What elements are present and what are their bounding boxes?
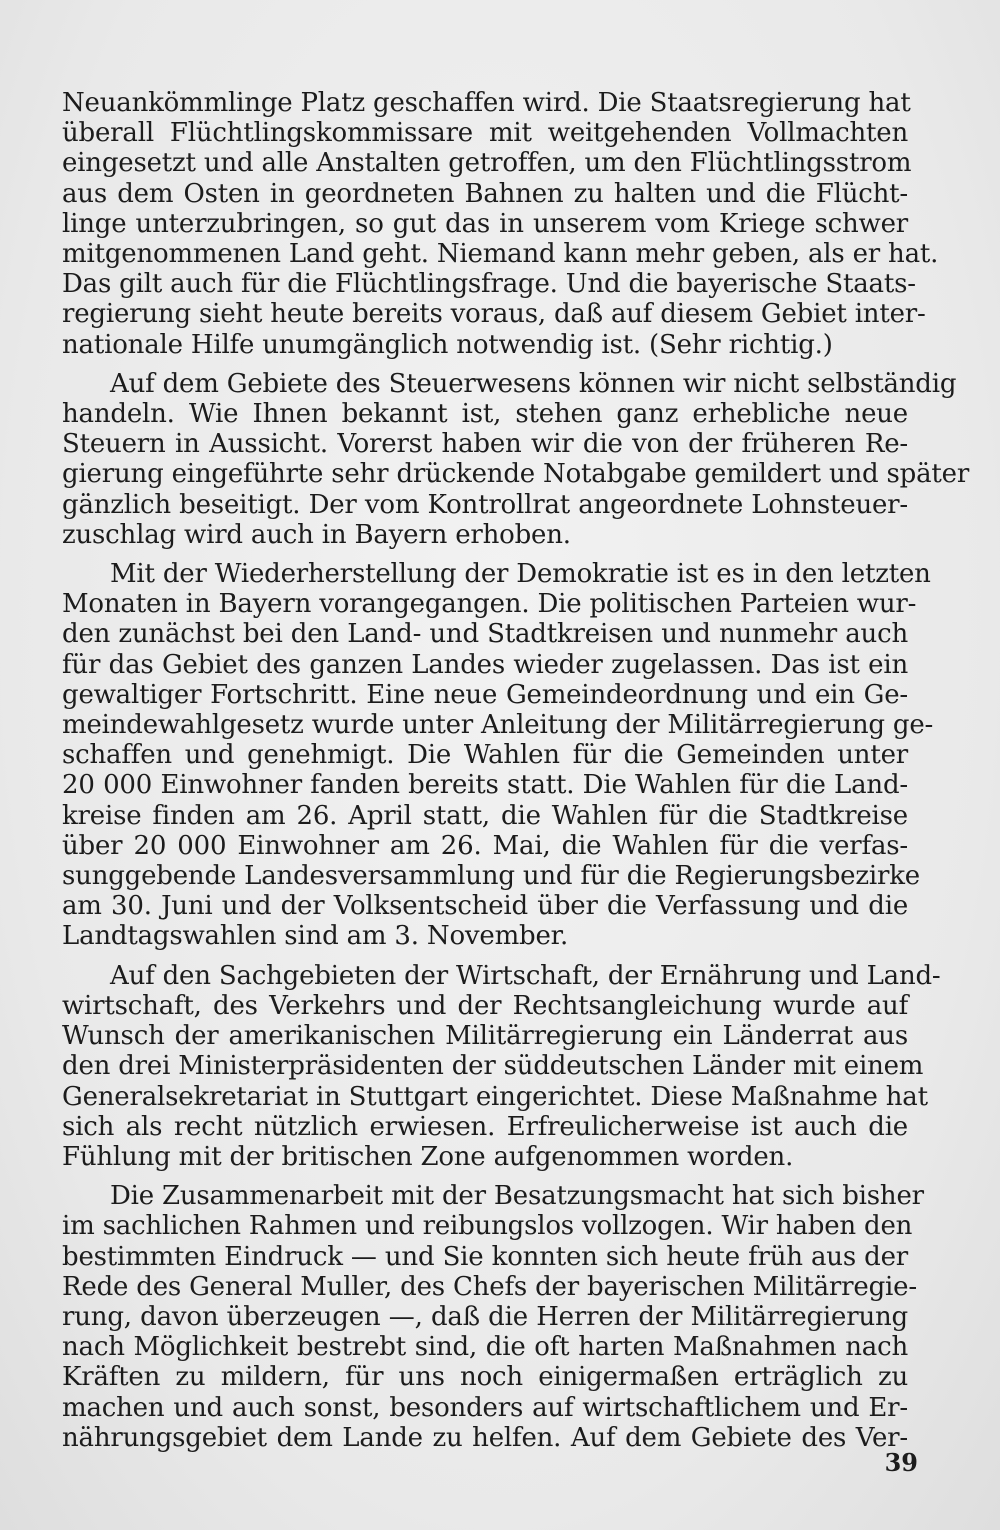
text-line: Mit der Wiederherstellung der Demokratie ist es in den letzten (110, 559, 931, 590)
text-line: gewaltiger Fortschritt. Eine neue Gemeindeordnung und ein Ge- (62, 679, 908, 710)
text-line: mitgenommenen Land geht. Niemand kann mehr geben, als er hat. (62, 239, 939, 270)
text-line: aus dem Osten in geordneten Bahnen zu halten und die Flücht- (62, 178, 908, 209)
text-line: gänzlich beseitigt. Der vom Kontrollrat angeordnete Lohnsteuer- (62, 489, 908, 520)
text-line: überall Flüchtlingskommissare mit weitgehenden Vollmachten (62, 118, 908, 149)
paragraph-4 (62, 960, 941, 1172)
text-line: Monaten in Bayern vorangegangen. Die politischen Parteien wur- (62, 589, 917, 620)
text-line: kreise finden am 26. April statt, die Wahlen für die Stadtkreise (62, 800, 908, 831)
paragraph-3 (62, 559, 934, 952)
text-line: Die Zusammenarbeit mit der Besatzungsmacht hat sich bisher (110, 1181, 924, 1212)
text-line: gierung eingeführte sehr drückende Notabgabe gemildert und später (62, 459, 970, 490)
page-number: 39 (884, 1448, 918, 1477)
text-line: im sachlichen Rahmen und reibungslos vollzogen. Wir haben den (62, 1211, 913, 1242)
text-line: Rede des General Muller, des Chefs der bayerischen Militärregie- (62, 1271, 917, 1302)
text-line: eingesetzt und alle Anstalten getroffen, um den Flüchtlingsstrom (62, 148, 912, 179)
text-line: für das Gebiet des ganzen Landes wieder zugelassen. Das ist ein (62, 649, 908, 680)
text-line: rung, davon überzeugen —, daß die Herren der Militärregierung (62, 1301, 908, 1332)
text-line: Kräften zu mildern, für uns noch einigermaßen erträglich zu (62, 1362, 908, 1393)
text-line: am 30. Juni und der Volksentscheid über die Verfassung und die (62, 891, 908, 922)
text-line: Auf den Sachgebieten der Wirtschaft, der Ernährung und Land- (110, 960, 941, 991)
paragraph-5 (62, 1181, 924, 1453)
text-line: den zunächst bei den Land- und Stadtkreisen und nunmehr auch (62, 619, 908, 650)
text-line: nach Möglichkeit bestrebt sind, die oft harten Maßnahmen nach (62, 1332, 908, 1363)
text-line: Wunsch der amerikanischen Militärregierung ein Länderrat aus (62, 1021, 908, 1052)
text-line: Generalsekretariat in Stuttgart eingerichtet. Diese Maßnahme hat (62, 1081, 928, 1112)
text-line: regierung sieht heute bereits voraus, daß auf diesem Gebiet inter- (62, 299, 926, 330)
text-line: Steuern in Aussicht. Vorerst haben wir die von der früheren Re- (62, 429, 908, 460)
text-line: über 20 000 Einwohner am 26. Mai, die Wahlen für die verfas- (62, 830, 908, 861)
text-line: den drei Ministerpräsidenten der süddeutschen Länder mit einem (62, 1051, 924, 1082)
text-line: nationale Hilfe unumgänglich notwendig ist. (Sehr richtig.) (62, 329, 833, 360)
text-line: 20 000 Einwohner fanden bereits statt. Die Wahlen für die Land- (62, 770, 908, 801)
text-line: bestimmten Eindruck — und Sie konnten sich heute früh aus der (62, 1241, 908, 1272)
text-line: Fühlung mit der britischen Zone aufgenommen worden. (62, 1141, 794, 1172)
text-line: meindewahlgesetz wurde unter Anleitung der Militärregierung ge- (62, 710, 934, 741)
text-line: Neuankömmlinge Platz geschaffen wird. Die Staatsregierung hat (62, 88, 911, 118)
text-line: nährungsgebiet dem Lande zu helfen. Auf dem Gebiete des Ver- (62, 1422, 908, 1453)
text-line: linge unterzubringen, so gut das in unserem vom Kriege schwer (62, 208, 908, 239)
text-line: handeln. Wie Ihnen bekannt ist, stehen ganz erhebliche neue (62, 399, 908, 430)
text-line: Landtagswahlen sind am 3. November. (62, 921, 569, 952)
paragraph-2 (62, 368, 970, 550)
text-line: Das gilt auch für die Flüchtlingsfrage. Und die bayerische Staats- (62, 269, 916, 300)
text-line: zuschlag wird auch in Bayern erhoben. (62, 519, 571, 550)
text-line: Auf dem Gebiete des Steuerwesens können wir nicht selbständig (110, 368, 957, 399)
text-line: schaffen und genehmigt. Die Wahlen für die Gemeinden unter (62, 740, 908, 771)
paragraph-1 (62, 88, 939, 360)
text-line: machen und auch sonst, besonders auf wirtschaftlichem und Er- (62, 1392, 908, 1423)
body-text (62, 88, 970, 1453)
text-line: wirtschaft, des Verkehrs und der Rechtsangleichung wurde auf (62, 990, 908, 1021)
text-line: sich als recht nützlich erwiesen. Erfreulicherweise ist auch die (62, 1111, 908, 1142)
text-line: sunggebende Landesversammlung und für die Regierungsbezirke (62, 861, 920, 892)
